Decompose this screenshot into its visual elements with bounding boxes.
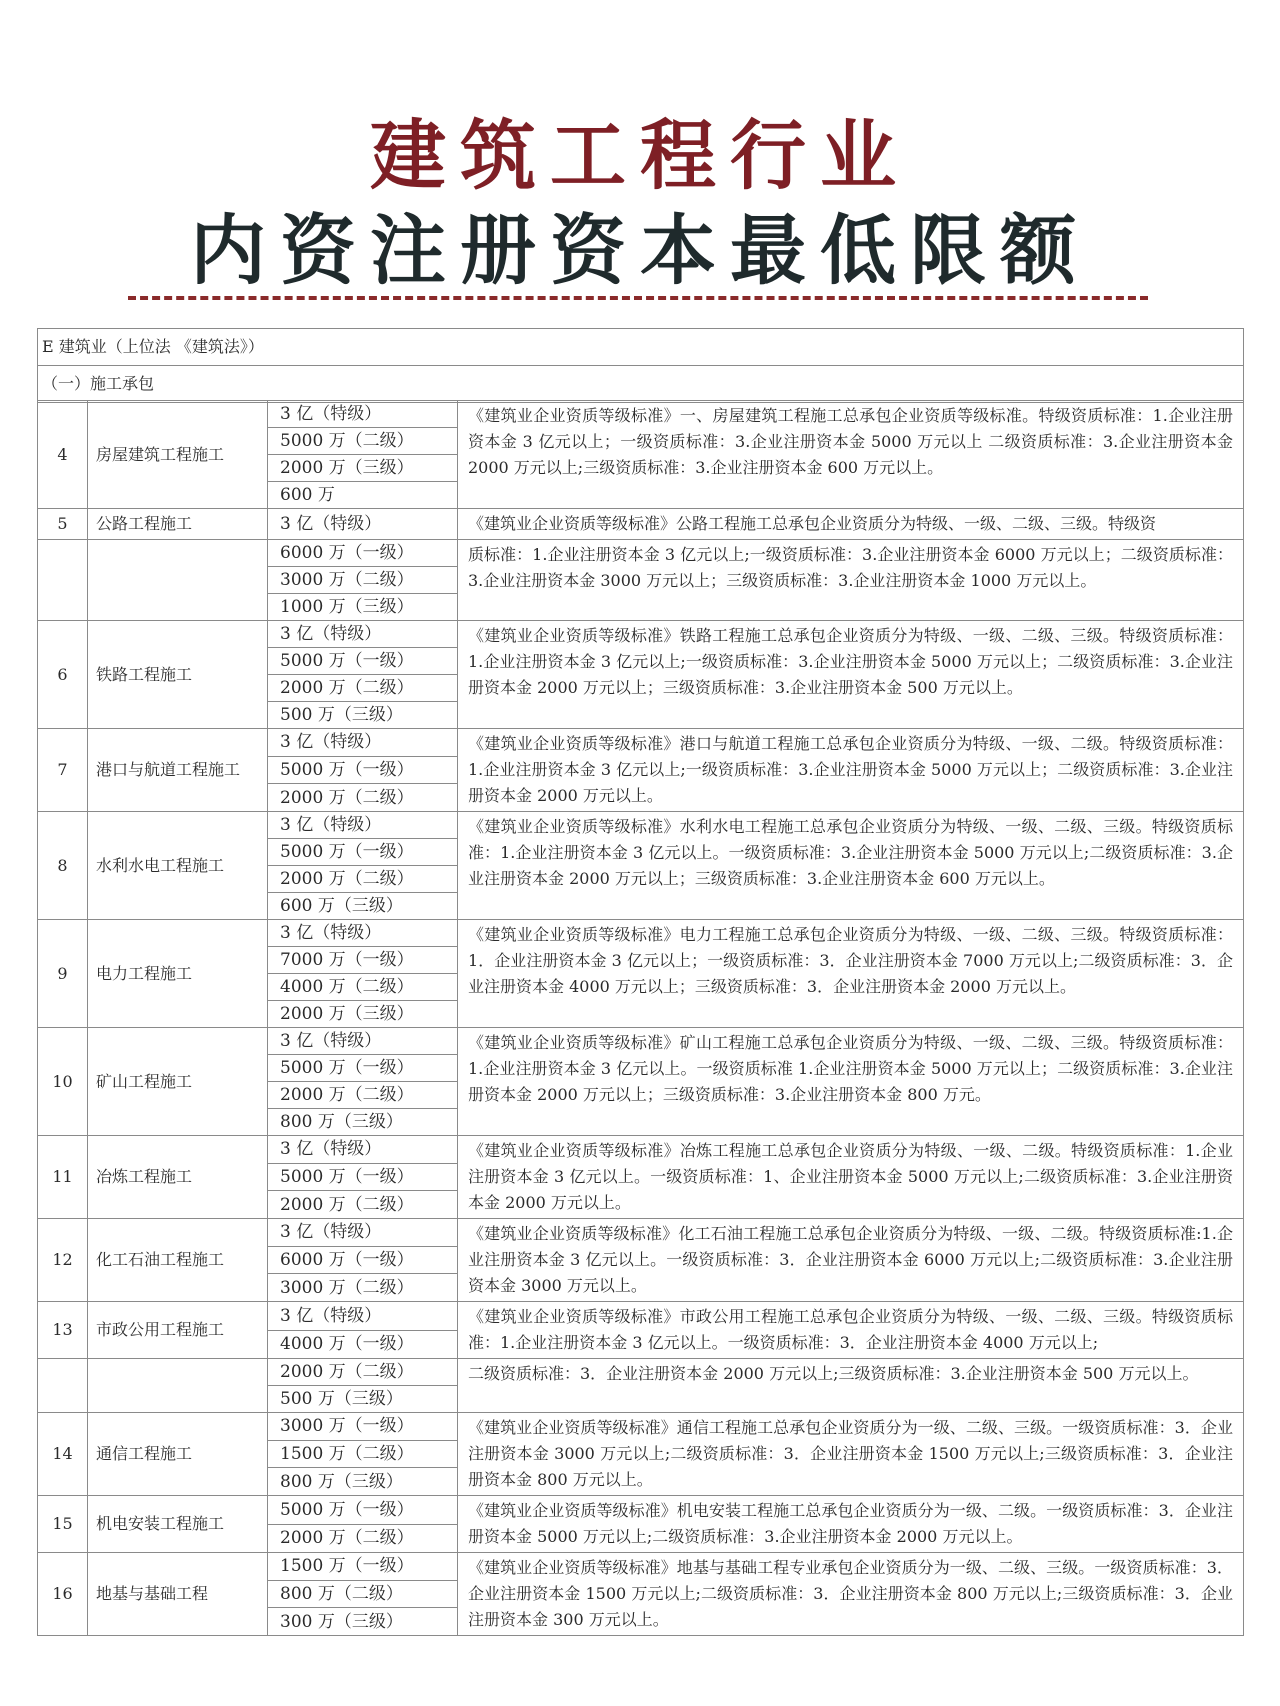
project-type <box>88 540 268 621</box>
capital-requirement: 5000 万（一级） <box>268 1496 458 1525</box>
project-type: 公路工程施工 <box>88 509 268 540</box>
row-number: 14 <box>38 1413 88 1496</box>
capital-requirements-table <box>37 400 1244 1636</box>
table-row <box>38 540 1244 567</box>
capital-requirement: 800 万（二级） <box>268 1580 458 1608</box>
capital-requirement: 3 亿（特级） <box>268 1028 458 1055</box>
table-row <box>38 1553 1244 1581</box>
capital-requirement: 3 亿（特级） <box>268 1219 458 1247</box>
table-row <box>38 1359 1244 1386</box>
capital-requirement: 7000 万（一级） <box>268 947 458 974</box>
project-type: 冶炼工程施工 <box>88 1136 268 1219</box>
capital-requirement: 2000 万（二级） <box>268 1191 458 1219</box>
capital-requirement: 800 万（三级） <box>268 1109 458 1136</box>
capital-requirement: 2000 万（三级） <box>268 1001 458 1028</box>
capital-requirement: 600 万（三级） <box>268 893 458 920</box>
project-type <box>88 1359 268 1413</box>
capital-requirement: 3000 万（二级） <box>268 567 458 594</box>
capital-requirement: 4000 万（一级） <box>268 1330 458 1359</box>
project-type: 港口与航道工程施工 <box>88 729 268 812</box>
capital-requirement: 2000 万（二级） <box>268 1524 458 1553</box>
row-number: 5 <box>38 509 88 540</box>
standard-description: 《建筑业企业资质等级标准》一、房屋建筑工程施工总承包企业资质等级标准。特级资质标准：1.企业注册资本金 3 亿元以上；一级资质标准：3.企业注册资本金 5000 万元以上 二级资质标准：3.企业注册资本金 2000 万元以上;三级资质标准：3.企业注册资本金 600 万元以上。 <box>458 401 1244 509</box>
row-number: 15 <box>38 1496 88 1553</box>
capital-requirement: 5000 万（二级） <box>268 428 458 455</box>
project-type: 化工石油工程施工 <box>88 1219 268 1302</box>
section-label: （一）施工承包 <box>38 366 1244 403</box>
capital-requirement: 3 亿（特级） <box>268 401 458 428</box>
table-row <box>38 509 1244 540</box>
project-type: 铁路工程施工 <box>88 621 268 729</box>
row-number: 16 <box>38 1553 88 1636</box>
capital-requirement: 3 亿（特级） <box>268 729 458 757</box>
standard-description: 《建筑业企业资质等级标准》电力工程施工总承包企业资质分为特级、一级、二级、三级。特级资质标准：1．企业注册资本金 3 亿元以上；一级资质标准：3．企业注册资本金 7000 万元以上;二级资质标准：3．企业注册资本金 4000 万元以上；三级资质标准：3．企业注册资本金 2000 万元以上。 <box>458 920 1244 1028</box>
row-number <box>38 1359 88 1413</box>
capital-requirement: 3000 万（二级） <box>268 1274 458 1302</box>
capital-requirement: 1500 万（一级） <box>268 1553 458 1581</box>
project-type: 机电安装工程施工 <box>88 1496 268 1553</box>
title-divider <box>128 296 1148 300</box>
table-row <box>38 812 1244 839</box>
capital-requirement: 2000 万（二级） <box>268 675 458 702</box>
table-row <box>38 1028 1244 1055</box>
table-row <box>38 621 1244 648</box>
standard-description: 《建筑业企业资质等级标准》地基与基础工程专业承包企业资质分为一级、二级、三级。一级资质标准：3．企业注册资本金 1500 万元以上;二级资质标准：3．企业注册资本金 800 万元以上;三级资质标准：3．企业注册资本金 300 万元以上。 <box>458 1553 1244 1636</box>
project-type: 水利水电工程施工 <box>88 812 268 920</box>
standard-description: 《建筑业企业资质等级标准》机电安装工程施工总承包企业资质分为一级、二级。一级资质标准：3．企业注册资本金 5000 万元以上;二级资质标准：3.企业注册资本金 2000 万元以上。 <box>458 1496 1244 1553</box>
standard-description: 二级资质标准：3．企业注册资本金 2000 万元以上;三级资质标准：3.企业注册资本金 500 万元以上。 <box>458 1359 1244 1413</box>
standard-description: 《建筑业企业资质等级标准》化工石油工程施工总承包企业资质分为特级、一级、二级。特级资质标准:1.企业注册资本金 3 亿元以上。一级资质标准：3．企业注册资本金 6000 万元以上;二级资质标准：3.企业注册资本金 3000 万元以上。 <box>458 1219 1244 1302</box>
table-row <box>38 1136 1244 1164</box>
capital-requirement: 3 亿（特级） <box>268 509 458 540</box>
capital-requirement: 3 亿（特级） <box>268 812 458 839</box>
table-row <box>38 1219 1244 1247</box>
capital-requirement: 500 万（三级） <box>268 1386 458 1413</box>
capital-requirement: 5000 万（一级） <box>268 1163 458 1191</box>
project-type: 电力工程施工 <box>88 920 268 1028</box>
row-number: 11 <box>38 1136 88 1219</box>
row-number: 4 <box>38 401 88 509</box>
standard-description: 《建筑业企业资质等级标准》市政公用工程施工总承包企业资质分为特级、一级、二级、三级。特级资质标准：1.企业注册资本金 3 亿元以上。一级资质标准：3．企业注册资本金 4000 万元以上; <box>458 1302 1244 1359</box>
table-row <box>38 729 1244 757</box>
project-type: 房屋建筑工程施工 <box>88 401 268 509</box>
capital-requirement: 5000 万（一级） <box>268 648 458 675</box>
row-number: 9 <box>38 920 88 1028</box>
row-number: 6 <box>38 621 88 729</box>
row-number: 10 <box>38 1028 88 1136</box>
standard-description: 《建筑业企业资质等级标准》水利水电工程施工总承包企业资质分为特级、一级、二级、三级。特级资质标准：1.企业注册资本金 3 亿元以上。一级资质标准：3.企业注册资本金 5000 万元以上;二级资质标准：3.企业注册资本金 2000 万元以上；三级资质标准：3.企业注册资本金 600 万元以上。 <box>458 812 1244 920</box>
capital-requirement: 3 亿（特级） <box>268 920 458 947</box>
row-number: 12 <box>38 1219 88 1302</box>
capital-requirement: 5000 万（一级） <box>268 1055 458 1082</box>
page-title-line-2: 内资注册资本最低限额 <box>190 206 1090 295</box>
capital-requirement: 5000 万（一级） <box>268 756 458 784</box>
table-row <box>38 1413 1244 1441</box>
table-row <box>38 401 1244 428</box>
capital-requirement: 800 万（三级） <box>268 1468 458 1496</box>
table-row <box>38 1496 1244 1525</box>
category-label: E 建筑业（上位法 《建筑法》） <box>38 329 1244 366</box>
row-number: 8 <box>38 812 88 920</box>
project-type: 地基与基础工程 <box>88 1553 268 1636</box>
capital-requirement: 6000 万（一级） <box>268 1246 458 1274</box>
standard-description: 《建筑业企业资质等级标准》港口与航道工程施工总承包企业资质分为特级、一级、二级。特级资质标准：1.企业注册资本金 3 亿元以上;一级资质标准：3.企业注册资本金 5000 万元以上；二级资质标准：3.企业注册资本金 2000 万元以上。 <box>458 729 1244 812</box>
capital-requirement: 3 亿（特级） <box>268 1136 458 1164</box>
capital-requirement: 6000 万（一级） <box>268 540 458 567</box>
row-number: 13 <box>38 1302 88 1359</box>
capital-requirement: 1000 万（三级） <box>268 594 458 621</box>
capital-requirement: 5000 万（一级） <box>268 839 458 866</box>
capital-requirement: 1500 万（二级） <box>268 1440 458 1468</box>
standard-description: 《建筑业企业资质等级标准》冶炼工程施工总承包企业资质分为特级、一级、二级。特级资质标准：1.企业注册资本金 3 亿元以上。一级资质标准：1、企业注册资本金 5000 万元以上;二级资质标准：3.企业注册资本金 2000 万元以上。 <box>458 1136 1244 1219</box>
capital-requirement: 300 万（三级） <box>268 1608 458 1636</box>
category-header-table <box>37 328 1244 403</box>
standard-description: 质标准：1.企业注册资本金 3 亿元以上;一级资质标准：3.企业注册资本金 6000 万元以上；二级资质标准：3.企业注册资本金 3000 万元以上；三级资质标准：3.企业注册资本金 1000 万元以上。 <box>458 540 1244 621</box>
capital-requirement: 4000 万（二级） <box>268 974 458 1001</box>
capital-requirement: 2000 万（二级） <box>268 1359 458 1386</box>
table-row <box>38 1302 1244 1331</box>
capital-requirement: 3 亿（特级） <box>268 621 458 648</box>
capital-requirement: 2000 万（三级） <box>268 455 458 482</box>
capital-requirement: 2000 万（二级） <box>268 784 458 812</box>
project-type: 通信工程施工 <box>88 1413 268 1496</box>
page-title-line-1: 建筑工程行业 <box>370 111 910 200</box>
project-type: 市政公用工程施工 <box>88 1302 268 1359</box>
row-number: 7 <box>38 729 88 812</box>
capital-requirement: 2000 万（二级） <box>268 1082 458 1109</box>
table-row <box>38 920 1244 947</box>
standard-description: 《建筑业企业资质等级标准》铁路工程施工总承包企业资质分为特级、一级、二级、三级。特级资质标准：1.企业注册资本金 3 亿元以上;一级资质标准：3.企业注册资本金 5000 万元以上；二级资质标准：3.企业注册资本金 2000 万元以上；三级资质标准：3.企业注册资本金 500 万元以上。 <box>458 621 1244 729</box>
standard-description: 《建筑业企业资质等级标准》公路工程施工总承包企业资质分为特级、一级、二级、三级。特级资 <box>458 509 1244 540</box>
capital-requirement: 3 亿（特级） <box>268 1302 458 1331</box>
project-type: 矿山工程施工 <box>88 1028 268 1136</box>
capital-requirement: 3000 万（一级） <box>268 1413 458 1441</box>
standard-description: 《建筑业企业资质等级标准》矿山工程施工总承包企业资质分为特级、一级、二级、三级。特级资质标准：1.企业注册资本金 3 亿元以上。一级资质标准 1.企业注册资本金 5000 万元以上；二级资质标准：3.企业注册资本金 2000 万元以上；三级资质标准：3.企业注册资本金 800 万元。 <box>458 1028 1244 1136</box>
row-number <box>38 540 88 621</box>
capital-requirement: 2000 万（二级） <box>268 866 458 893</box>
capital-requirement: 500 万（三级） <box>268 702 458 729</box>
capital-requirement: 600 万 <box>268 482 458 509</box>
standard-description: 《建筑业企业资质等级标准》通信工程施工总承包企业资质分为一级、二级、三级。一级资质标准：3．企业注册资本金 3000 万元以上;二级资质标准：3．企业注册资本金 1500 万元以上;三级资质标准：3．企业注册资本金 800 万元以上。 <box>458 1413 1244 1496</box>
